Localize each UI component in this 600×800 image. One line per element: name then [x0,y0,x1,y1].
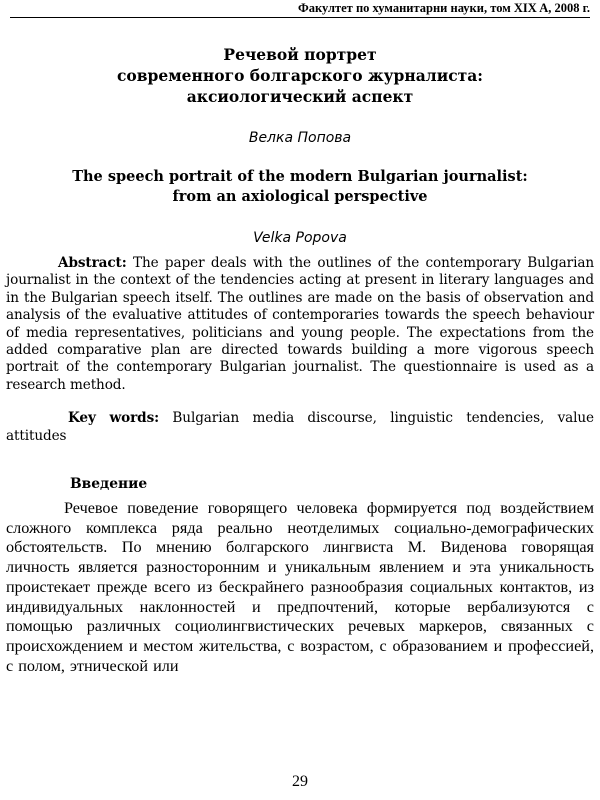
article-body [6,44,594,732]
title-russian-line-1: Речевой портрет [223,45,377,64]
title-english-line-2: from an axiological perspective [172,188,428,205]
running-header: Факултет по хуманитарни науки, том XIX A, 2008 г. [10,0,590,18]
keywords-label: Key words: [68,410,160,427]
abstract [6,255,594,394]
page-number: 29 [292,773,308,790]
title-english-line-1: The speech portrait of the modern Bulgarian journalist: [72,168,528,185]
section-heading: Введение [70,476,148,493]
author-english: Velka Popova [253,230,347,246]
title-russian [6,44,594,107]
abstract-text: The paper deals with the outlines of the contemporary Bulgarian journalist in the context of the tendencies acting at present in literary languages and in the Bulgarian speech itself. The outlines are made on the basis of observation and analysis of the evaluative attitudes of contemporaries towards the speech behaviour of media representatives, politicians and young people. The expectations from the added comparative plan are directed towards building a more vigorous speech portrait of the contemporary Bulgarian journalist. The questionnaire is used as a research method. [6,255,594,393]
keywords-text: Bulgarian media discourse, linguistic tendencies, value attitudes [6,410,594,444]
author-russian: Велка Попова [248,130,352,146]
title-russian-line-3: аксиологический аспект [186,87,414,106]
title-english [6,167,594,207]
title-russian-line-2: современного болгарского журналиста: [116,66,484,85]
keywords [6,410,594,445]
abstract-label: Abstract: [58,255,127,271]
intro-paragraph: Речевое поведение говорящего человека формируется под воздействием сложного комплекса ряда реально неотделимых социально-демографических обстоятельств. По мнению болгарского лингвиста М. Виденова говорящая личность является разносторонним и уникальным явлением и эта уникальность проистекает прежде всего из бескрайнего разнообразия социальных контактов, из индивидуальных наклонностей и предпочтений, которые вербализуются с помощью различных социолингвистических речевых маркеров, связанных с происхождением и местом жительства, с возрастом, с образованием и профессией, с полом, этнической или [6,499,594,675]
